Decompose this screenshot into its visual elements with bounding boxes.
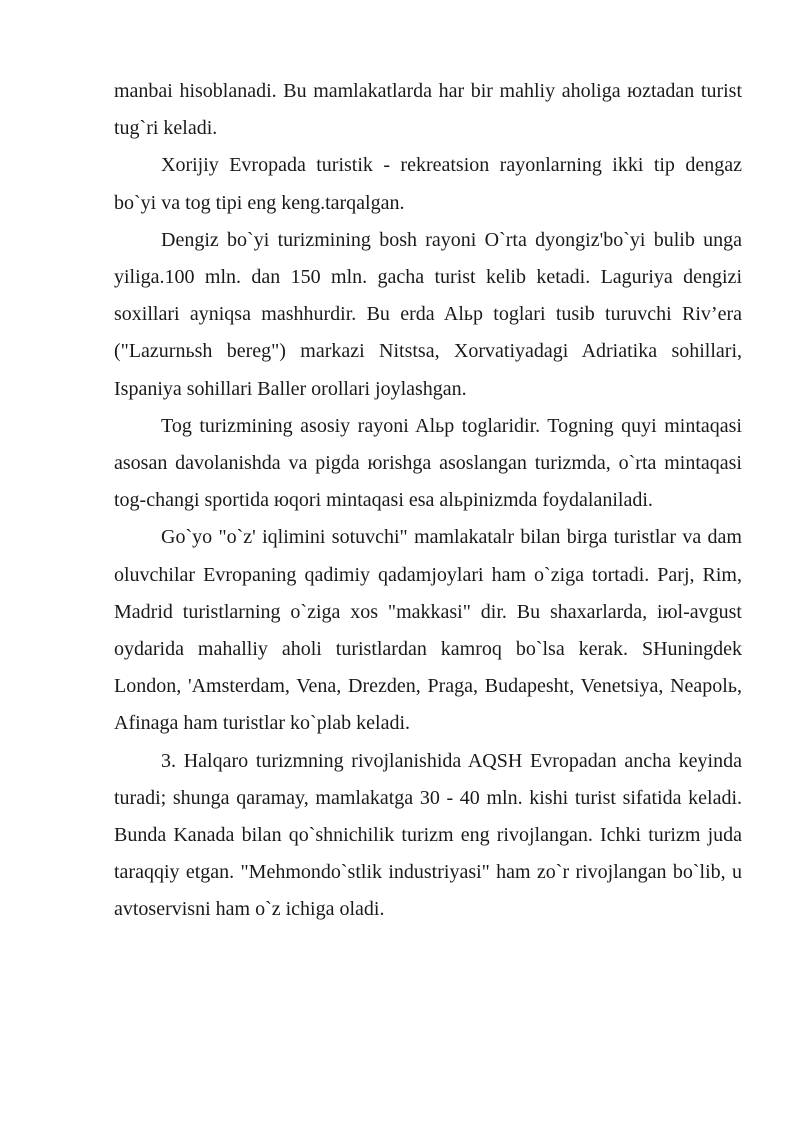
paragraph-2: Xorijiy Evropada turistik - rekreatsion rayonlarning ikki tip dengaz bo`yi va tog tipi eng keng.tarqalgan. bbox=[114, 154, 742, 214]
paragraph-6: 3. Halqaro turizmning rivojlanishida AQSH Evropadan ancha keyinda turadi; shunga qaramay, mamlakatga 30 - 40 mln. kishi turist sifatida keladi. Bunda Kanada bilan qo`shnichilik turizm eng rivojlangan. Ichki turizm juda taraqqiy etgan. "Mehmondo`stlik industriyasi" ham zo`r rivojlangan bo`lib, u avtoservisni ham o`z ichiga oladi. bbox=[114, 749, 742, 921]
paragraph-3: Dengiz bo`yi turizmining bosh rayoni O`rta dyongiz'bo`yi bulib unga yiliga.100 mln. dan 150 mln. gacha turist kelib ketadi. Laguriya dengizi soxillari ayniqsa mashhurdir. Bu erda Alьp toglari tusib turuvchi Riv’era ("Lazurnьsh bereg") markazi Nitstsa, Xorvatiyadagi Adriatika sohillari, Ispaniya sohillari Baller orollari joylashgan. bbox=[114, 228, 742, 400]
document-body bbox=[114, 73, 742, 929]
paragraph-5: Go`yo "o`z' iqlimini sotuvchi" mamlakatalr bilan birga turistlar va dam oluvchilar Evropaning qadimiy qadamjoylari ham o`ziga tortadi. Parj, Rim, Madrid turistlarning o`ziga xos "makkasi" dir. Bu shaxarlarda, iюl-avgust oydarida mahalliy aholi turistlardan kamroq bo`lsa kerak. SHuningdek London, 'Amsterdam, Vena, Drezden, Praga, Budapesht, Venetsiya, Neapolь, Afinaga ham turistlar ko`plab keladi. bbox=[114, 526, 742, 735]
paragraph-1: manbai hisoblanadi. Bu mamlakatlarda har bir mahliy aholiga юztadan turist tug`ri keladi. bbox=[114, 80, 742, 140]
paragraph-4: Tog turizmining asosiy rayoni Alьp toglaridir. Togning quyi mintaqasi asosan davolanishda va pigda юrishga asoslangan turizmda, o`rta mintaqasi tog-changi sportida юqori mintaqasi esa alьpinizmda foydalaniladi. bbox=[114, 414, 742, 512]
